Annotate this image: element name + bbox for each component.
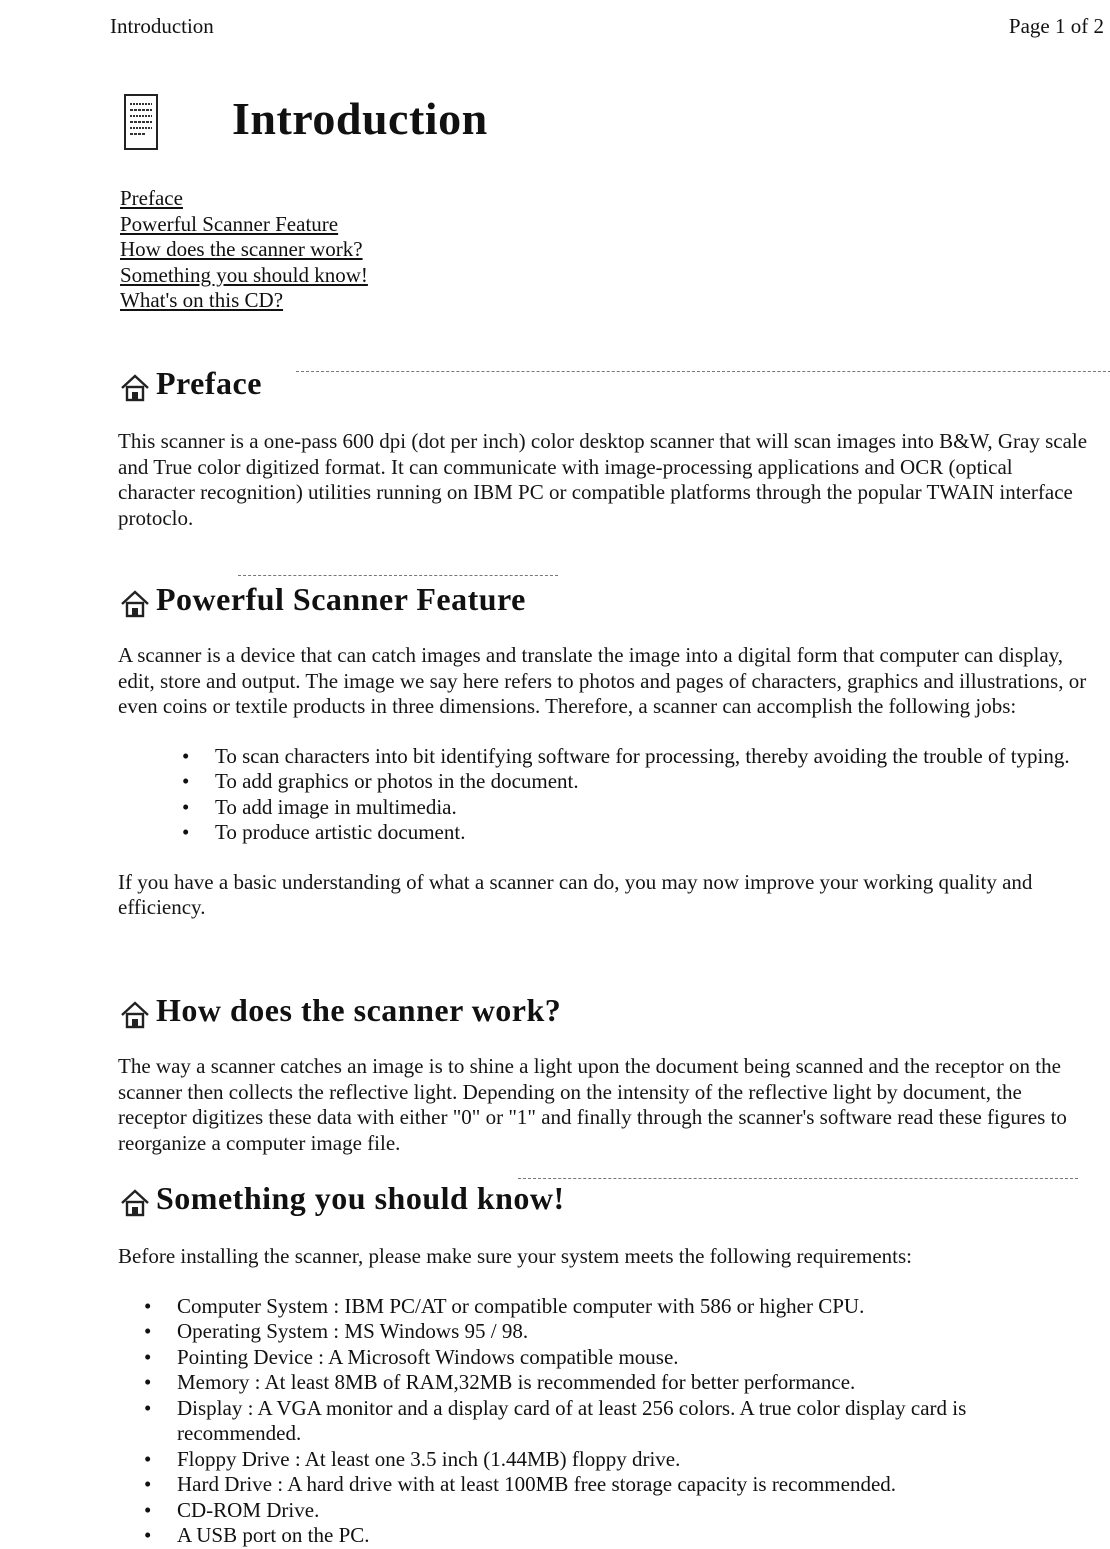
list-item: • CD-ROM Drive.: [177, 1498, 1057, 1524]
home-icon[interactable]: [118, 998, 152, 1032]
list-item: • To produce artistic document.: [215, 820, 1075, 846]
page-title: Introduction: [232, 93, 488, 144]
section-heading-something-you-should-know: Something you should know!: [156, 1180, 565, 1216]
feature-outro-paragraph: If you have a basic understanding of what a scanner can do, you may now improve your working quality and efficiency.: [118, 869, 1033, 919]
section-preface: [118, 365, 1088, 531]
requirements-intro-paragraph: Before installing the scanner, please make sure your system meets the following requirements:: [118, 1244, 913, 1268]
how-work-paragraph: The way a scanner catches an image is to shine a light upon the document being scanned and the receptor on the scanner then collects the reflective light. Depending on the intensity of the reflective light by document, the receptor digitizes these data with either "0" or "1" and finally through the scanner's software read these figures to reorganize a computer image file.: [118, 1054, 1067, 1155]
home-icon[interactable]: [118, 1186, 152, 1220]
list-item: • Operating System : MS Windows 95 / 98.: [177, 1319, 1057, 1345]
list-item: • To add graphics or photos in the document.: [215, 769, 1075, 795]
feature-intro-paragraph: A scanner is a device that can catch images and translate the image into a digital form that computer can display, edit, store and output. The image we say here refers to photos and pages of characters, graphics and illustrations, or even coins or textile products in three dimensions. Therefore, a scanner can accomplish the following jobs:: [118, 643, 1087, 718]
page-number: Page 1 of 2: [1008, 14, 1104, 38]
toc-link-something-you-should-know[interactable]: Something you should know!: [120, 262, 368, 287]
toc-link-preface[interactable]: Preface: [120, 186, 183, 210]
document-icon: [122, 92, 160, 152]
toc-link-whats-on-this-cd[interactable]: What's on this CD?: [120, 288, 284, 312]
feature-jobs-list: [118, 744, 1075, 846]
section-powerful-scanner-feature: [118, 581, 1088, 921]
list-item: • Hard Drive : A hard drive with at least 100MB free storage capacity is recommended.: [177, 1472, 1057, 1498]
list-item: • Display : A VGA monitor and a display card of at least 256 colors. A true color display card is recommended.: [177, 1396, 1057, 1447]
section-heading-preface: Preface: [156, 365, 262, 401]
toc-link-how-does-scanner-work[interactable]: How does the scanner work?: [120, 237, 363, 261]
preface-paragraph: This scanner is a one-pass 600 dpi (dot per inch) color desktop scanner that will scan images into B&W, Gray scale and True color digitized format. It can communicate with image-processing applications and OCR (optical character recognition) utilities running on IBM PC or compatible platforms through the popular TWAIN interface protoclo.: [118, 429, 1088, 530]
list-item: • To scan characters into bit identifying software for processing, thereby avoiding the trouble of typing.: [215, 744, 1075, 770]
home-icon[interactable]: [118, 587, 152, 621]
section-heading-how-does-scanner-work: How does the scanner work?: [156, 992, 562, 1028]
home-icon[interactable]: [118, 371, 152, 405]
section-how-does-scanner-work: [118, 992, 1088, 1156]
list-item: • Pointing Device : A Microsoft Windows compatible mouse.: [177, 1345, 1057, 1371]
section-divider: [296, 371, 1110, 372]
section-divider: [238, 575, 558, 576]
requirements-list: [118, 1294, 1057, 1549]
header-title: Introduction: [110, 14, 214, 38]
toc-link-powerful-scanner-feature[interactable]: Powerful Scanner Feature: [120, 211, 339, 236]
list-item: • A USB port on the PC.: [177, 1523, 1057, 1549]
list-item: • To add image in multimedia.: [215, 795, 1075, 821]
list-item: • Floppy Drive : At least one 3.5 inch (1.44MB) floppy drive.: [177, 1447, 1057, 1473]
section-divider: [518, 1178, 1078, 1179]
section-something-you-should-know: [118, 1180, 1088, 1549]
section-heading-powerful-scanner-feature: Powerful Scanner Feature: [156, 581, 526, 617]
table-of-contents: [120, 186, 368, 314]
list-item: • Computer System : IBM PC/AT or compatible computer with 586 or higher CPU.: [177, 1294, 1057, 1320]
list-item: • Memory : At least 8MB of RAM,32MB is recommended for better performance.: [177, 1370, 1057, 1396]
